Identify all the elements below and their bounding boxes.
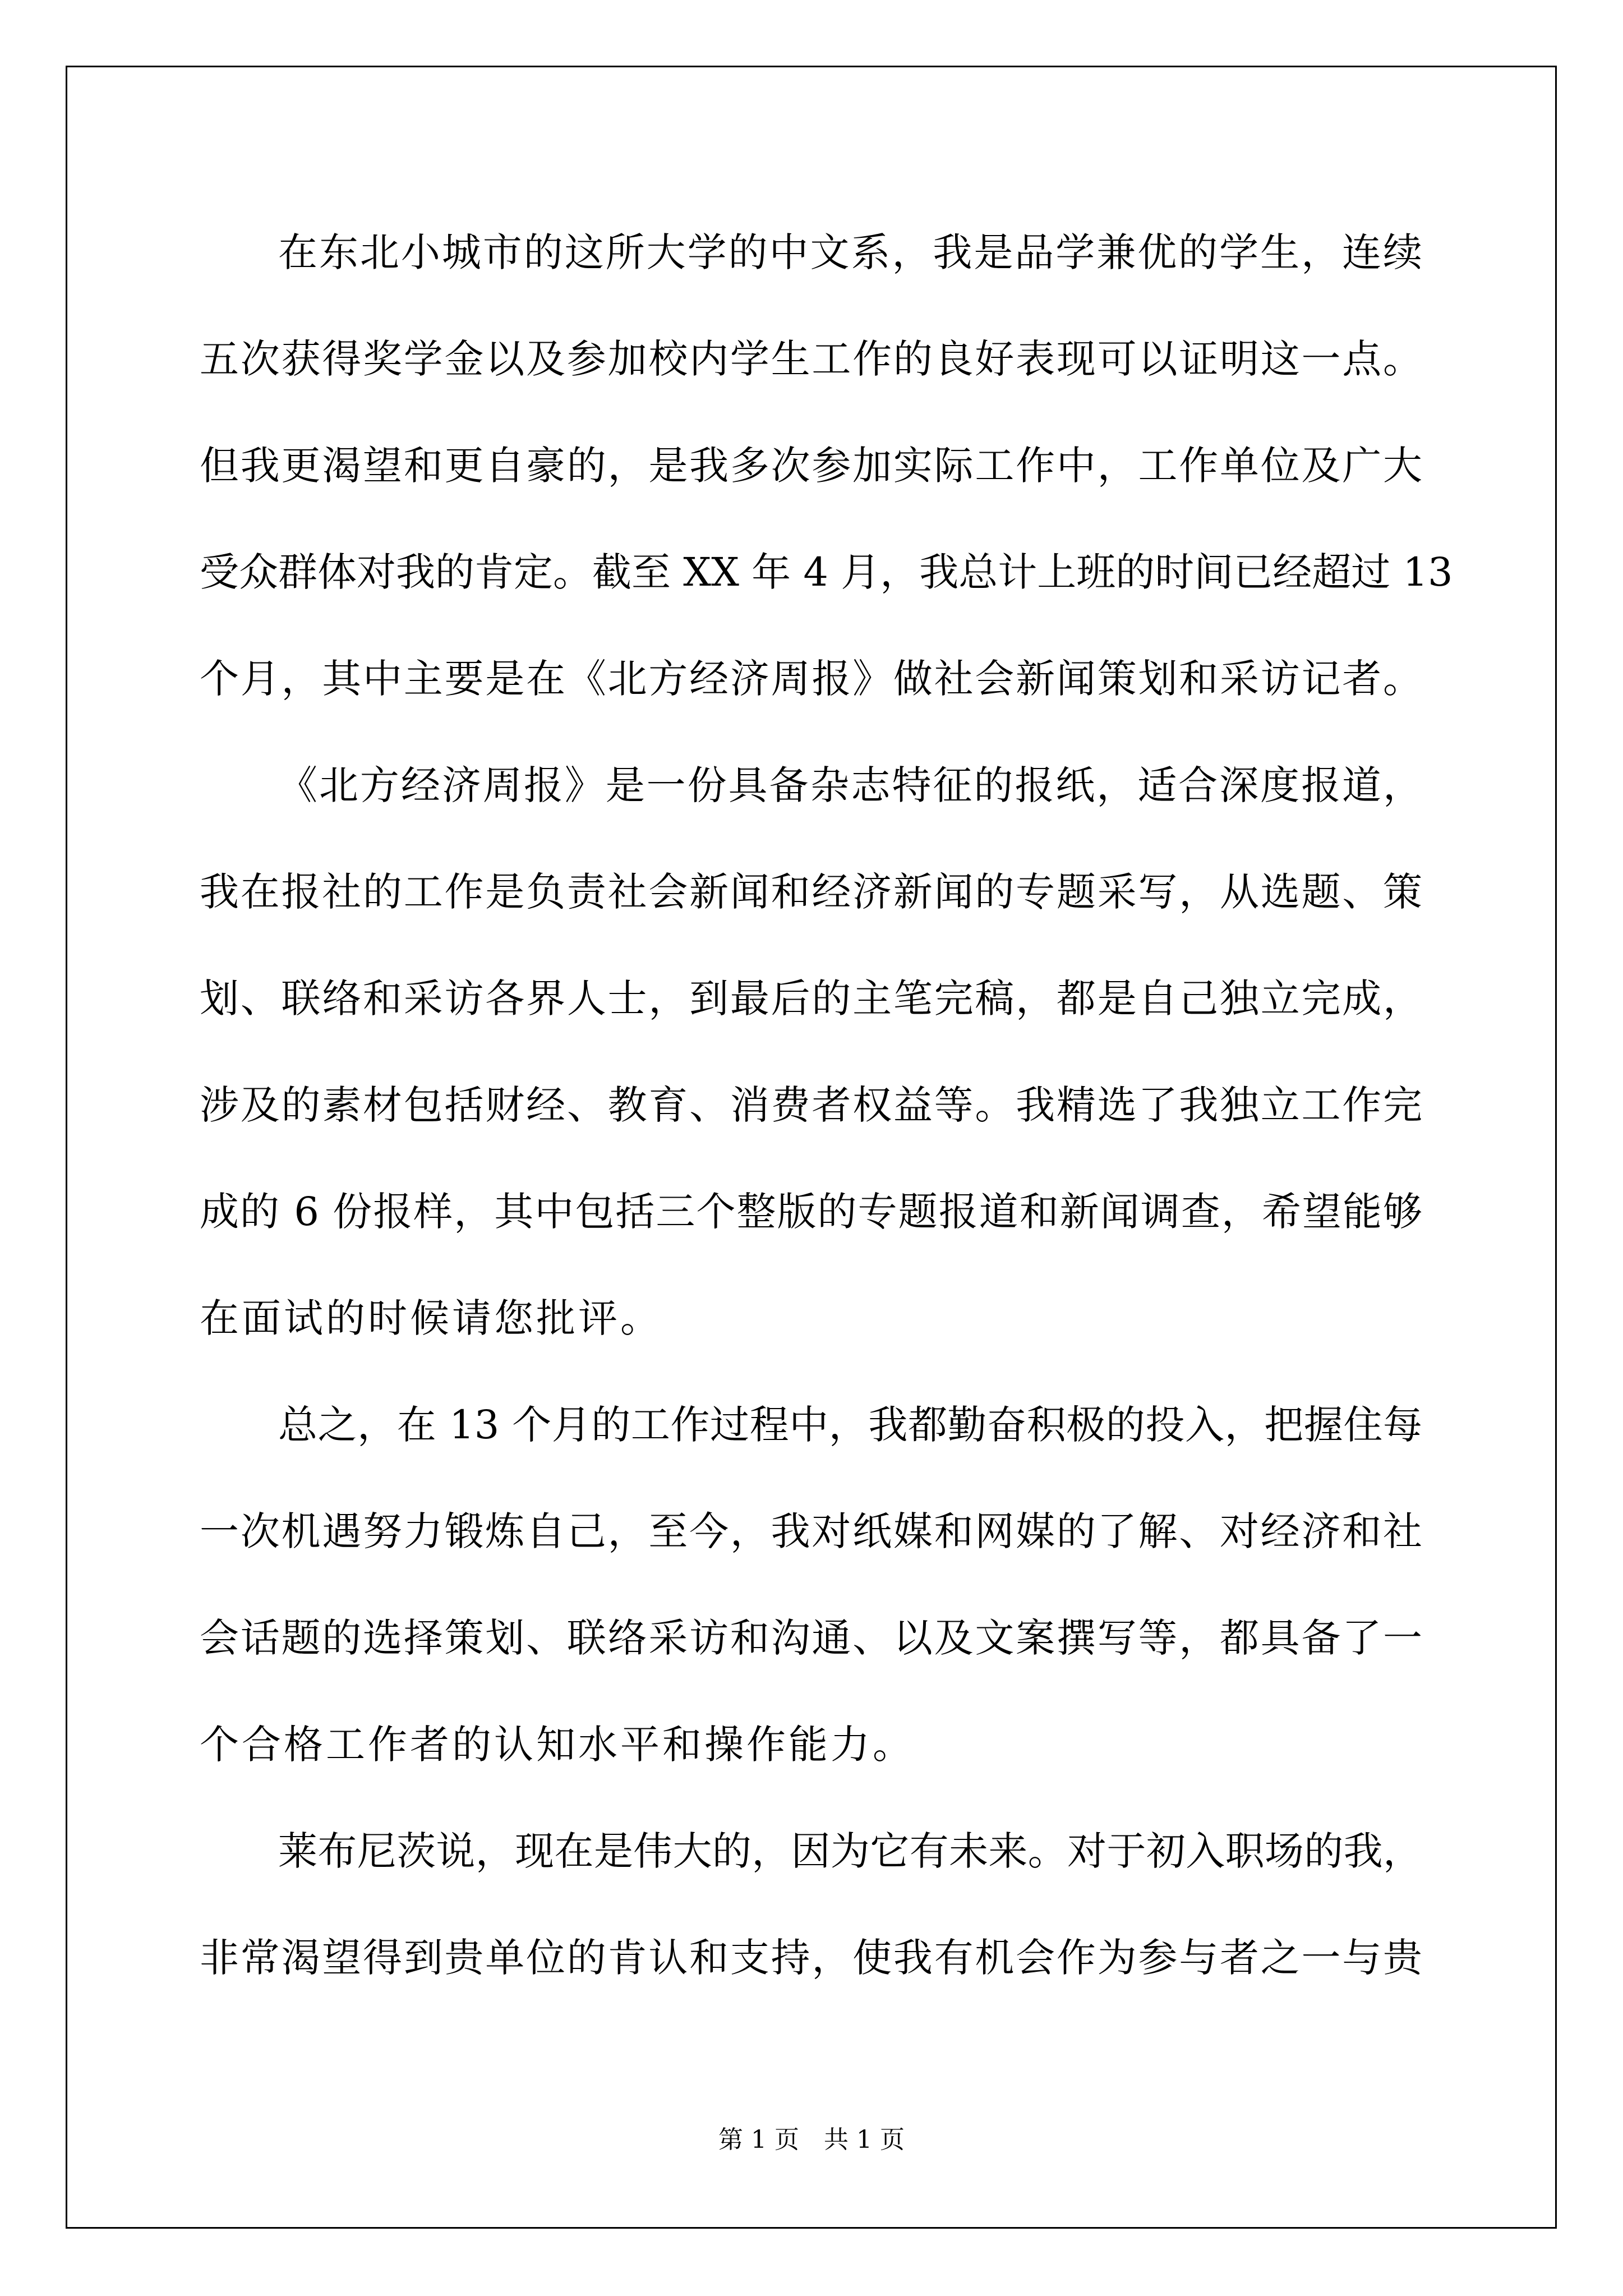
text-line: 划、联络和采访各界人士，到最后的主笔完稿，都是自己独立完成， — [200, 976, 1422, 1022]
text-line: 莱布尼茨说，现在是伟大的，因为它有未来。对于初入职场的我， — [278, 1828, 1422, 1874]
text-line: 成的 6 份报样，其中包括三个整版的专题报道和新闻调查，希望能够 — [200, 1189, 1422, 1235]
text-line: 《北方经济周报》是一份具备杂志特征的报纸，适合深度报道， — [278, 762, 1422, 808]
text-line: 个合格工作者的认知水平和操作能力。 — [200, 1722, 915, 1768]
text-line: 涉及的素材包括财经、教育、消费者权益等。我精选了我独立工作完 — [200, 1082, 1422, 1128]
text-line: 受众群体对我的肯定。截至 XX 年 4 月，我总计上班的时间已经超过 13 — [200, 549, 1453, 595]
text-line: 五次获得奖学金以及参加校内学生工作的良好表现可以证明这一点。 — [200, 336, 1422, 382]
text-line: 但我更渴望和更自豪的，是我多次参加实际工作中，工作单位及广大 — [200, 443, 1422, 489]
text-line: 我在报社的工作是负责社会新闻和经济新闻的专题采写，从选题、策 — [200, 869, 1422, 915]
text-line: 总之，在 13 个月的工作过程中，我都勤奋积极的投入，把握住每 — [278, 1402, 1422, 1448]
text-line: 一次机遇努力锻炼自己，至今，我对纸媒和网媒的了解、对经济和社 — [200, 1508, 1422, 1554]
text-line: 个月，其中主要是在《北方经济周报》做社会新闻策划和采访记者。 — [200, 656, 1422, 702]
text-line: 非常渴望得到贵单位的肯认和支持，使我有机会作为参与者之一与贵 — [200, 1935, 1422, 1981]
page-number-footer: 第 1 页 共 1 页 — [718, 2125, 905, 2154]
text-line: 在面试的时候请您批评。 — [200, 1295, 662, 1341]
text-line: 会话题的选择策划、联络采访和沟通、以及文案撰写等，都具备了一 — [200, 1615, 1422, 1661]
text-line: 在东北小城市的这所大学的中文系，我是品学兼优的学生，连续 — [278, 229, 1422, 275]
